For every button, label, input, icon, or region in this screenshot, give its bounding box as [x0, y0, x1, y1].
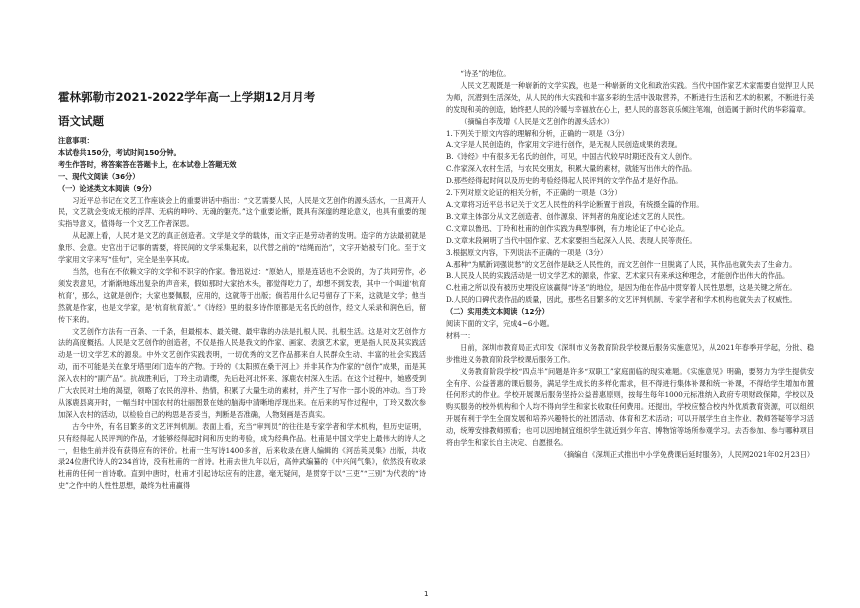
notes-line-2: 考生作答时，将答案答在答题卡上，在本试卷上答题无效 [58, 159, 237, 169]
question-option: A.文章将习近平总书记关于文艺人民性的科学论断置于首段，有统摄全篇的作用。 [446, 199, 704, 209]
question-option: D.人民的口碑代表作品的质量，因此，那些名目繁多的文艺评判机制、专家学者和学术机构也就失去了权威性。 [446, 295, 797, 305]
question-option: D.那些经得起时间以及历史的考验经得起人民评判的文学作品才是好作品。 [446, 176, 683, 186]
exam-title: 霍林郭勒市2021-2022学年高一上学期12月月考 [58, 90, 316, 104]
question-option: B.人民及人民的实践活动是一切文学艺术的源泉，作家、艺术家只有来承这种理念，才能创作出伟大的作品。 [446, 271, 790, 281]
page-number: 1 [424, 590, 429, 598]
subsection-heading: （二）实用类文本阅读（12分） [446, 307, 549, 317]
article-paragraph: 习近平总书记在文艺工作座谈会上的重要讲话中指出：“文艺需要人民，人民是文艺创作的源头活水，一旦离开人民，文艺就会变成无根的浮萍、无病的呻吟、无魂的躯壳。”这个重要论断，既具有深邃的理论意义，也具有重要的现实指导意义，值得每一个文艺工作者深思。 [58, 195, 426, 229]
question-option: C.杜甫之所以没有被历史埋没应该赢得“诗圣”的地位，是因为他在作品中贯穿着人民性思想，这是关键之所在。 [446, 283, 797, 293]
article-paragraph: “诗圣”的地位。 [460, 69, 511, 78]
notes-line-1: 本试卷共150分，考试时间150分钟。 [58, 147, 181, 157]
article-paragraph: 从起源上看，人民才是文艺的真正创造者。文学是文学的载体，而文字正是劳动者的发明。造字的方法最初就是象形、会意。史官出于记事的需要，将民间的文学采集起来，以代替之前的“结绳而治”，文字开始被专门化。至于文学家用文字来写“佳句”，完全是坐享其成。 [58, 231, 426, 265]
question-2-stem: 2.下列对原文论证的相关分析，不正确的一项是（3分） [446, 188, 622, 198]
material-paragraph: 日前，深圳市教育局正式印发《深圳市义务教育阶段学校课后服务实施意见》，从2021年春季开学起，分批、稳步推进义务教育阶段学校课后服务工作。 [446, 342, 814, 364]
material-paragraph: 义务教育阶段学校“四点半”问题是许多“双职工”家庭面临的现实难题。《实施意见》明确，要努力为学生提供安全有序、公益普惠的课后服务，满足学生成长的多样化需求，但不得进行集体补课和统一补课，不得给学生增加布置任何形式的作业。学校开展课后服务坚持公益普惠原则，按每生每年1000元标准纳入政府专项财政保障，学校以及购买服务的校外机构和个人均不得向学生和家长收取任何费用。还提出，学校应整合校内外优质教育资源，可以组织开展有利于学生全面发展和培养兴趣特长的社团活动、体育和艺术活动；可以开展学生自主作业、教师答疑等学习活动，统筹安排教师照看；也可以因地制宜组织学生就近到少年宫、博物馆等场所参观学习。去否参加、参与哪种项目将由学生和家长自主决定、自愿报名。 [446, 366, 814, 448]
section-heading: 一、现代文阅读（36分） [58, 171, 140, 181]
question-option: D.文章末段阐明了当代中国作家、艺术家要担当起深入人民、表现人民等责任。 [446, 235, 697, 245]
article-paragraph: 古今中外，有名目繁多的文艺评判机制。表面上看，充当“审判员”的往往是专家学者和学术机构，但历史证明，只有经得起人民评判的作品，才能够经得起时间和历史的考验，成为经典作品。杜甫是中国文学史上最伟大的诗人之一，但他生前并没有获得应有的评价。杜甫一生写诗1400多首，后来收录在唐人编辑的《河岳英灵集》出版，共收录24位唐代诗人的234首诗，没有杜甫的一首诗。杜甫去世九年以后，高仲武编纂的《中兴间气集》，依然没有收录杜甫的任何一首诗歌。直到中唐时，杜甫才引起诗坛应有的注意，毫无疑问，是贯穿于以“三吏”“三别”为代表的“诗史”之作中的人性性思想，最终为杜甫赢得 [58, 421, 426, 491]
notes-heading: 注意事项： [58, 136, 94, 145]
article-paragraph: 文艺创作方法有一百条、一千条，但最根本、最关键、最牢靠的办法是扎根人民、扎根生活。这是对文艺创作方法的高度概括。人民是文艺创作的创造者，不仅是指人民是我文的作家、画家、表演艺术家，更是指人民及其实践活动是一切文学艺术的源泉。中外文艺创作实践表明，一切优秀的文艺作品都来自人民群众生动、丰富的社会实践活动，而不可能是关在象牙塔里闭门造车的产物。于玲的《太阳照在桑干河上》并非其作为作家的“创作”成果，而是其深入农村的“副产品”。抗战胜利后，丁玲主动请缨，先后赴河北怀来、涿鹿农村深入生活。在这个过程中，她感受到广大农民对土地的渴望，领略了农民的淳朴、热情，积累了大量生动的素材，并产生了写作一部小说的冲动。当丁玲从涿鹿县离开时，一幅当时中国农村的壮丽图景在她的脑海中清晰地浮现出来。在后来的写作过程中，丁玲又数次参加深入农村的活动，以检验自己的构思是否妥当，判断是否准确，人物刻画是否真实。 [58, 326, 426, 419]
source-citation: （摘编自《深圳正式推出中小学免费课后延时服务》，人民网2021年02月23日） [559, 450, 814, 459]
right-column [446, 68, 814, 461]
article-paragraph: 当然，也有在不依赖文字的文学和不识字的作家。鲁迅说过：“原始人，原是连话也不会说的，为了共同劳作，必须发表意见，才渐渐地练出复杂的声音来，假如那时大家抬木头，都觉得吃力了，却想不到发表，其中一个叫道‘杭育杭育’，那么，这就是创作；大家也要佩服，应用的，这就等于出版；倘若用什么记号留存了下来，这就是文学；他当然就是作家，也是文学家，是‘杭育杭育派’。”《诗经》里的很多诗作原都是无名氏的创作，经文人采录和润色后，留传下来的。 [58, 266, 426, 324]
question-option: A.那种“为赋新词强说愁”的文艺创作是缺乏人民性的，而文艺创作一旦脱离了人民，其作品也就失去了生命力。 [446, 259, 797, 269]
material-label: 材料一： [446, 330, 475, 340]
question-1-stem: 1.下列关于原文内容的理解和分析，正确的一项是（3分） [446, 128, 629, 138]
question-option: B.《诗经》中有很多无名氏的创作，可见，中国古代较早时期还没有文人创作。 [446, 152, 697, 162]
article-paragraph: 人民文艺观既是一种崭新的文学实践，也是一种崭新的文化和政治实践。当代中国作家艺术家需要自觉捍卫人民为师，沉潜到生活深处，从人民的伟大实践和丰富多彩的生活中汲取营养，不断进行生活和艺术的积累，不断进行美的发现和美的创造，始终把人民的冷暖与幸福放在心上，把人民的喜怒哀乐倾注笔端，创造属于新时代的华彩篇章。 [446, 80, 814, 114]
question-option: A.文字是人民创造的，作家用文字进行创作，是无视人民创造成果的表现。 [446, 140, 682, 150]
exam-subject: 语文试题 [58, 114, 104, 128]
left-column [58, 78, 426, 492]
question-option: B.文章主体部分从文艺创造者、创作源泉、评判者的角度论述文艺的人民性。 [446, 211, 690, 221]
reading-instruction: 阅读下面的文字，完成4~6小题。 [446, 319, 554, 329]
question-option: C.文章以鲁迅、丁玲和杜甫的创作实践为典型事例，有力地论证了中心论点。 [446, 223, 690, 233]
question-3-stem: 3.根据原文内容，下列说法不正确的一项是（3分） [446, 247, 608, 257]
subsection-heading: （一）论述类文本阅读（9分） [58, 183, 156, 193]
source-citation: （摘编自李茂增《人民是文艺创作的源头活水》） [460, 116, 614, 126]
question-option: C.作家深入农村生活，与农民交朋友，积累大量的素材，就能写出伟大的作品。 [446, 164, 697, 174]
